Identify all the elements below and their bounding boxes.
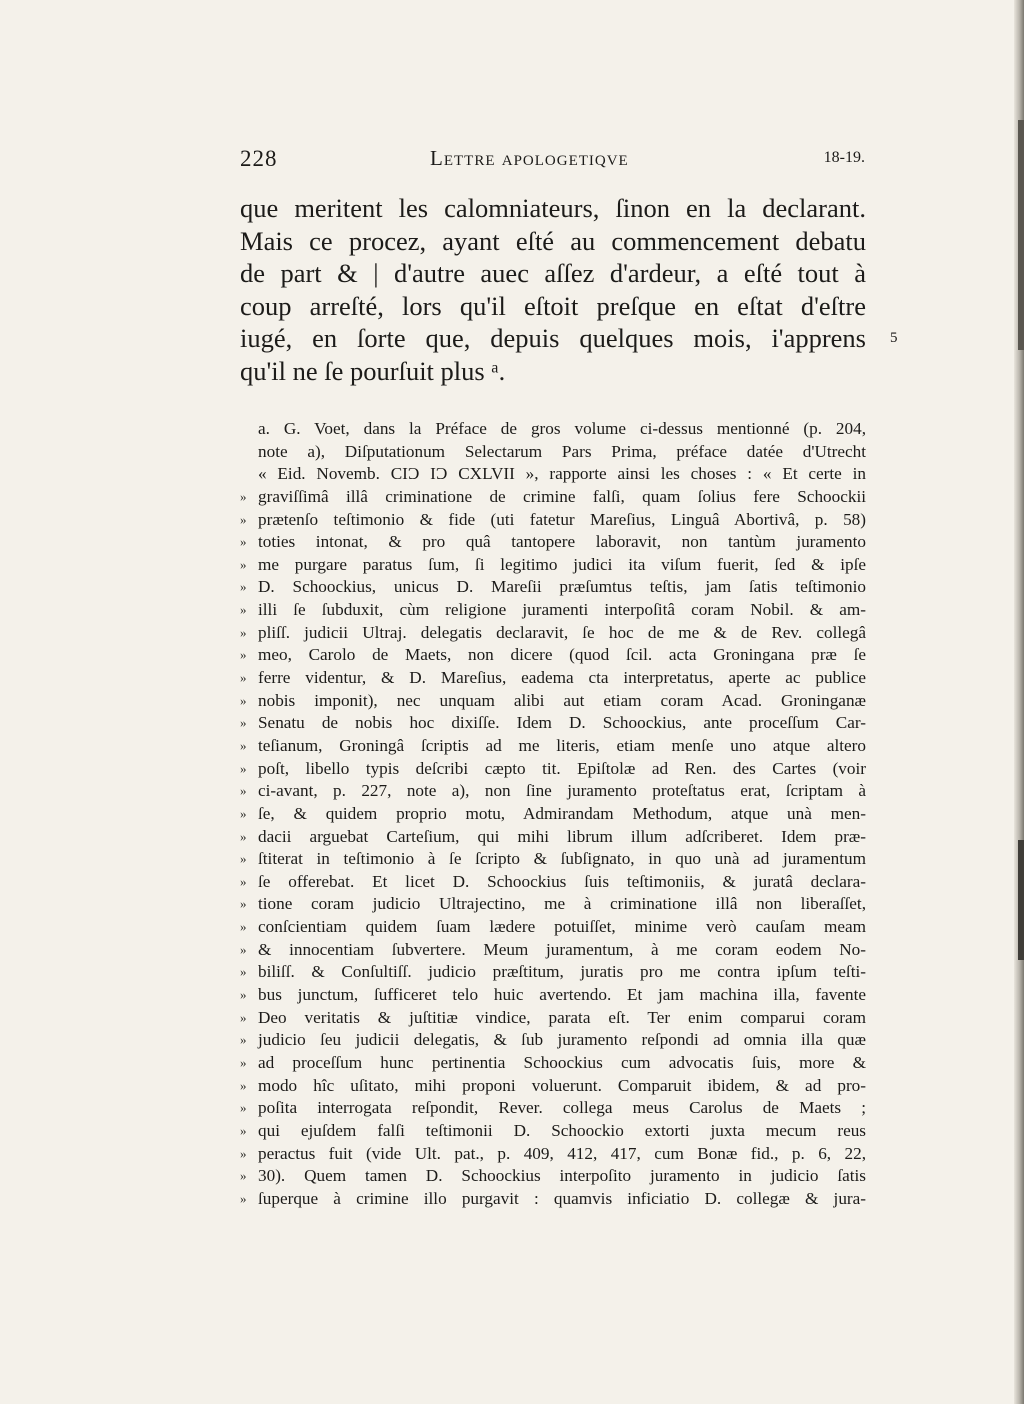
- main-line: de part & | d'autre auec aſſez d'ardeur, a eſté tout à: [240, 258, 866, 288]
- footnote-line-text: 30). Quem tamen D. Schoockius interpoſito juramento in judicio ſatis: [258, 1166, 866, 1186]
- footnote-line: [240, 780, 866, 803]
- footnote: [240, 418, 866, 1210]
- quote-marker: »: [240, 783, 247, 799]
- footnote-line-text: judicio ſeu judicii delegatis, & ſub juramento reſpondi ad omnia illa quæ: [258, 1030, 866, 1050]
- footnote-line-text: toties intonat, & pro quâ tantopere laboravit, non tantùm juramento: [258, 532, 866, 552]
- quote-marker: »: [240, 919, 247, 935]
- quote-marker: »: [240, 760, 247, 776]
- main-line: coup arreſté, lors qu'il eſtoit preſque en eſtat d'eſtre: [240, 290, 866, 321]
- footnote-line-text: me purgare paratus ſum, ſi legitimo judici ita viſum fuerit, ſed & ipſe: [258, 554, 866, 574]
- quote-marker: »: [240, 964, 247, 980]
- quote-marker: »: [240, 715, 247, 731]
- footnote-line: [240, 1075, 866, 1098]
- footnote-line: [240, 1120, 866, 1143]
- footnote-line-text: illi ſe ſubduxit, cùm religione juramenti interpoſitâ coram Nobil. & am-: [258, 600, 866, 620]
- footnote-line-text: meo, Carolo de Maets, non dicere (quod ſcil. acta Groningana præ ſe: [258, 645, 866, 665]
- quote-marker: »: [240, 670, 247, 686]
- footnote-line-text: ſtiterat in teſtimonio à ſe ſcripto & ſubſignato, in quo unà ad juramentum: [258, 849, 866, 869]
- quote-marker: »: [240, 1190, 247, 1206]
- footnote-line: [240, 984, 866, 1007]
- footnote-line-text: poſt, libello typis deſcribi cæpto tit. Epiſtolæ ad Ren. des Cartes (voir: [258, 758, 866, 778]
- footnote-line-text: peractus fuit (vide Ult. pat., p. 409, 412, 417, cum Bonæ fid., p. 6, 22,: [258, 1143, 866, 1163]
- footnote-line: [240, 1143, 866, 1166]
- quote-marker: »: [240, 511, 247, 527]
- footnote-line: [240, 1165, 866, 1188]
- quote-marker: »: [240, 1054, 247, 1070]
- footnote-line: [240, 441, 866, 464]
- footnote-line-text: nobis imponit), nec unquam alibi aut etiam coram Acad. Groninganæ: [258, 690, 866, 710]
- footnote-line: [240, 1007, 866, 1030]
- footnote-line-text: biliſſ. & Conſultiſſ. judicio præſtitum, juratis pro me contra ipſum teſti-: [258, 962, 866, 982]
- quote-marker: »: [240, 624, 247, 640]
- footnote-line: [240, 486, 866, 509]
- footnote-line-text: note a), Diſputationum Selectarum Pars Prima, préface datée d'Utrecht: [258, 441, 866, 461]
- footnote-line: [240, 758, 866, 781]
- footnote-line: [240, 576, 866, 599]
- footnote-line-text: & innocentiam ſubvertere. Meum juramentum, à me coram eodem No-: [258, 939, 866, 959]
- page-edge-mark-bottom: [1018, 840, 1024, 960]
- quote-marker: »: [240, 488, 247, 504]
- footnote-line: [240, 712, 866, 735]
- footnote-line: [240, 939, 866, 962]
- footnote-line-text: D. Schoockius, unicus D. Mareſii præſumtus teſtis, jam ſatis teſtimonio: [258, 577, 866, 597]
- quote-marker: »: [240, 647, 247, 663]
- footnote-line-text: graviſſimâ illâ criminatione de crimine falſi, quam ſolius fere Schoockii: [258, 486, 866, 506]
- quote-marker: »: [240, 1100, 247, 1116]
- quote-marker: »: [240, 987, 247, 1003]
- footnote-line: [240, 961, 866, 984]
- footnote-line-text: ferre videntur, & D. Mareſius, eadema cta interpretatus, aperte ac publice: [258, 668, 866, 688]
- footnote-line: [240, 871, 866, 894]
- quote-marker: »: [240, 556, 247, 572]
- footnote-line-text: pliſſ. judicii Ultraj. delegatis declaravit, ſe hoc de me & de Rev. collegâ: [258, 622, 866, 642]
- footnote-line-text: ſuperque à crimine illo purgavit : quamvis inficiatio D. collegæ & jura-: [258, 1188, 866, 1208]
- main-line: que meritent les calomniateurs, ſinon en la declarant.: [240, 193, 866, 223]
- footnote-line-text: dacii arguebat Carteſium, qui mihi librum illum adſcriberet. Idem præ-: [258, 826, 866, 846]
- quote-marker: »: [240, 1145, 247, 1161]
- quote-marker: »: [240, 873, 247, 889]
- quote-marker: »: [240, 1122, 247, 1138]
- footnote-line: [240, 531, 866, 554]
- line-number-marker: 5: [890, 330, 898, 346]
- footnote-line: [240, 1188, 866, 1211]
- footnote-line: [240, 463, 866, 486]
- footnote-line: [240, 418, 866, 441]
- footnote-line-text: conſcientiam quidem ſuam lædere potuiſſet, minime verò cauſam meam: [258, 917, 866, 937]
- footnote-line-text: Senatu de nobis hoc dixiſſe. Idem D. Schoockius, ante proceſſum Car-: [258, 713, 866, 733]
- footnote-line-text: teſianum, Groningâ ſcriptis ad me literis, etiam menſe uno atque altero: [258, 735, 866, 755]
- page-edge-mark-top: [1018, 120, 1024, 350]
- footnote-line: [240, 893, 866, 916]
- footnote-line-text: « Eid. Novemb. CIƆ IƆ CXLVII », rapporte ainsi les choses : « Et certe in: [258, 464, 866, 484]
- footnote-line: [240, 826, 866, 849]
- folio-reference: 18-19.: [823, 149, 865, 166]
- footnote-line-text: qui ejuſdem falſi teſtimonii D. Schoockio extorti juxta mecum reus: [258, 1120, 866, 1140]
- footnote-line-text: prætenſo teſtimonio & fide (uti fatetur Mareſius, Linguâ Abortivâ, p. 58): [258, 509, 866, 529]
- footnote-line-text: Deo veritatis & juſtitiæ vindice, parata eſt. Ter enim comparui coram: [258, 1007, 866, 1027]
- quote-marker: »: [240, 896, 247, 912]
- page-number: 228: [240, 146, 278, 171]
- quote-marker: »: [240, 851, 247, 867]
- footnote-line: [240, 509, 866, 532]
- footnote-line-text: ſe offerebat. Et licet D. Schoockius ſuis teſtimoniis, & juratâ declara-: [258, 871, 866, 891]
- footnote-line-text: modo hîc uſitato, mihi proponi voluerunt. Comparuit ibidem, & ad pro-: [258, 1075, 866, 1095]
- quote-marker: »: [240, 941, 247, 957]
- quote-marker: »: [240, 737, 247, 753]
- footnote-line: [240, 599, 866, 622]
- footnote-line: [240, 803, 866, 826]
- running-title: Lettre apologetiqve: [430, 146, 629, 170]
- quote-marker: »: [240, 534, 247, 550]
- quote-marker: »: [240, 602, 247, 618]
- running-head: [240, 146, 865, 178]
- footnote-line: [240, 1097, 866, 1120]
- main-line: Mais ce procez, ayant eſté au commencement debatu: [240, 225, 866, 256]
- footnote-line: [240, 690, 866, 713]
- footnote-line: [240, 622, 866, 645]
- main-line: iugé, en ſorte que, depuis quelques mois, i'apprens: [240, 323, 866, 353]
- main-paragraph: [240, 192, 866, 387]
- footnote-line-text: ci-avant, p. 227, note a), non ſine juramento proteſtatus erat, ſcriptam à: [258, 781, 866, 801]
- footnote-line: [240, 848, 866, 871]
- quote-marker: »: [240, 692, 247, 708]
- main-line: qu'il ne ſe pourſuit plus ᵃ.: [240, 355, 506, 386]
- footnote-line-text: tione coram judicio Ultrajectino, me à criminatione illâ non liberaſſet,: [258, 894, 866, 914]
- footnote-line: [240, 1052, 866, 1075]
- quote-marker: »: [240, 1032, 247, 1048]
- footnote-line: [240, 735, 866, 758]
- footnote-line: [240, 554, 866, 577]
- footnote-line: [240, 667, 866, 690]
- quote-marker: »: [240, 805, 247, 821]
- footnote-line-text: bus junctum, ſufficeret telo huic avertendo. Et jam machina illa, favente: [258, 985, 866, 1005]
- footnote-line-text: poſita interrogata reſpondit, Rever. collega meus Carolus de Maets ;: [258, 1098, 866, 1118]
- footnote-line: [240, 916, 866, 939]
- footnote-line: [240, 644, 866, 667]
- quote-marker: »: [240, 828, 247, 844]
- quote-marker: »: [240, 1168, 247, 1184]
- footnote-line-text: ſe, & quidem proprio motu, Admirandam Methodum, atque unà men-: [258, 803, 866, 823]
- footnote-line-text: a. G. Voet, dans la Préface de gros volume ci-dessus mentionné (p. 204,: [258, 419, 866, 438]
- quote-marker: »: [240, 1077, 247, 1093]
- quote-marker: »: [240, 1009, 247, 1025]
- quote-marker: »: [240, 579, 247, 595]
- footnote-line: [240, 1029, 866, 1052]
- footnote-line-text: ad proceſſum hunc pertinentia Schoockius cum advocatis ſuis, more &: [258, 1052, 866, 1072]
